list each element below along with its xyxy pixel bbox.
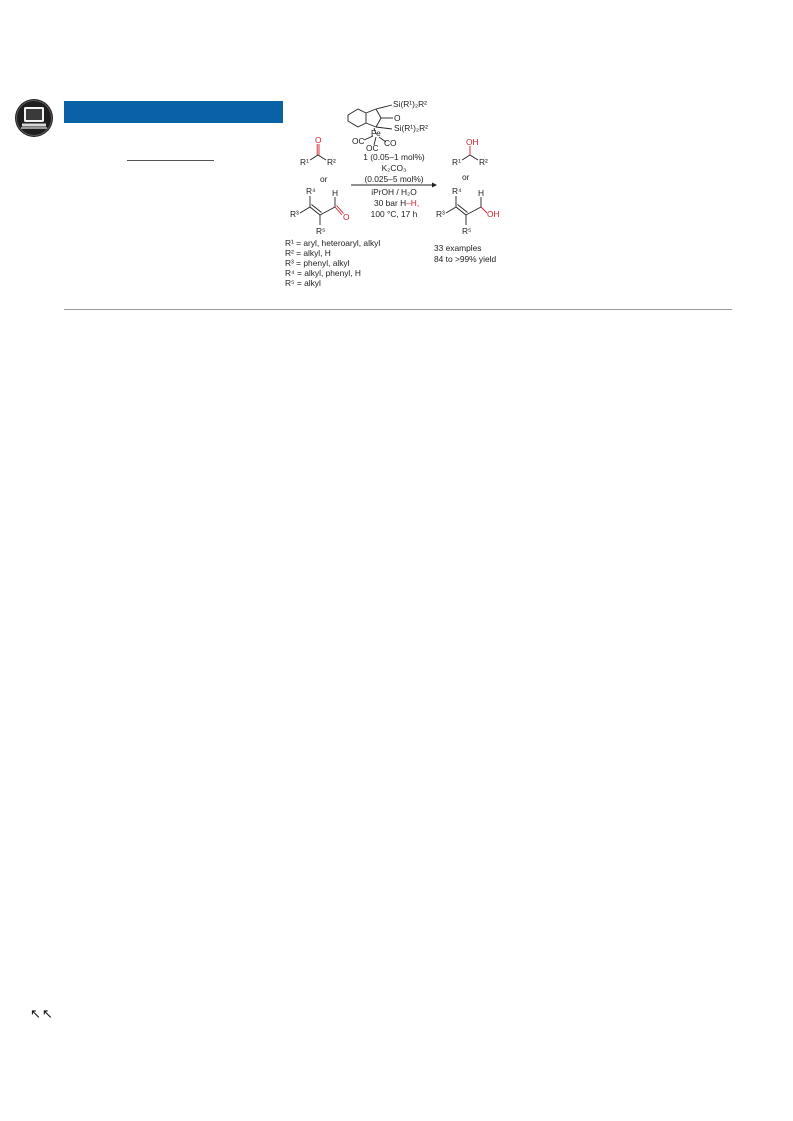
condition-catalyst: 1 (0.05–1 mol%) [363, 152, 425, 162]
alcohol-product-structure [452, 137, 488, 167]
catalyst-si-top: Si(R¹)₂R² [393, 99, 427, 109]
enal-oxygen: O [343, 212, 350, 222]
product-hydroxyl: OH [466, 137, 479, 147]
ketone-r1: R¹ [300, 157, 309, 167]
product-r2: R² [479, 157, 488, 167]
back-to-top-arrows-icon[interactable]: ↖↖ [30, 1007, 54, 1022]
allyl-r4: R⁴ [452, 186, 462, 196]
allyl-hydroxyl: OH [487, 209, 500, 219]
catalyst-co-right: CO [384, 138, 397, 148]
condition-pressure: 30 bar H–H, [374, 198, 420, 208]
catalyst-iron: Fe [371, 128, 381, 138]
enal-r5: R⁵ [316, 226, 326, 236]
catalyst-si-bottom: Si(R¹)₂R² [394, 123, 428, 133]
catalyst-structure [348, 99, 428, 153]
or-right: or [462, 172, 470, 182]
condition-base: K₂CO₃ [381, 163, 407, 173]
section-divider [64, 309, 732, 310]
enal-structure [290, 186, 350, 236]
condition-solvent: iPrOH / H₂O [371, 187, 417, 197]
catalyst-co-mid: OC [366, 143, 379, 153]
computer-icon [14, 98, 54, 138]
ketone-oxygen: O [315, 135, 322, 145]
allyl-r3: R³ [436, 209, 445, 219]
reaction-scheme [280, 96, 540, 296]
legend-r4: R⁴ = alkyl, phenyl, H [285, 268, 361, 278]
scope-examples: 33 examples [434, 243, 482, 253]
catalyst-co-left: OC [352, 136, 365, 146]
condition-temperature: 100 °C, 17 h [370, 209, 418, 219]
section-header-bar [64, 101, 283, 123]
short-divider [127, 160, 214, 161]
legend-r3: R³ = phenyl, alkyl [285, 258, 350, 268]
ketone-structure [300, 135, 336, 167]
ketone-r2: R² [327, 157, 336, 167]
legend-r5: R⁵ = alkyl [285, 278, 321, 288]
allyl-h: H [478, 188, 485, 198]
enal-r3: R³ [290, 209, 299, 219]
scope-yield: 84 to >99% yield [434, 254, 497, 264]
product-r1: R¹ [452, 157, 461, 167]
enal-h: H [332, 188, 339, 198]
enal-r4: R⁴ [306, 186, 316, 196]
condition-base-loading: (0.025–5 mol%) [364, 174, 424, 184]
allylic-alcohol-structure [436, 186, 500, 236]
or-left: or [320, 174, 328, 184]
allyl-r5: R⁵ [462, 226, 472, 236]
catalyst-oxygen: O [394, 113, 401, 123]
legend-r1: R¹ = aryl, heteroaryl, alkyl [285, 238, 381, 248]
legend-r2: R² = alkyl, H [285, 248, 331, 258]
